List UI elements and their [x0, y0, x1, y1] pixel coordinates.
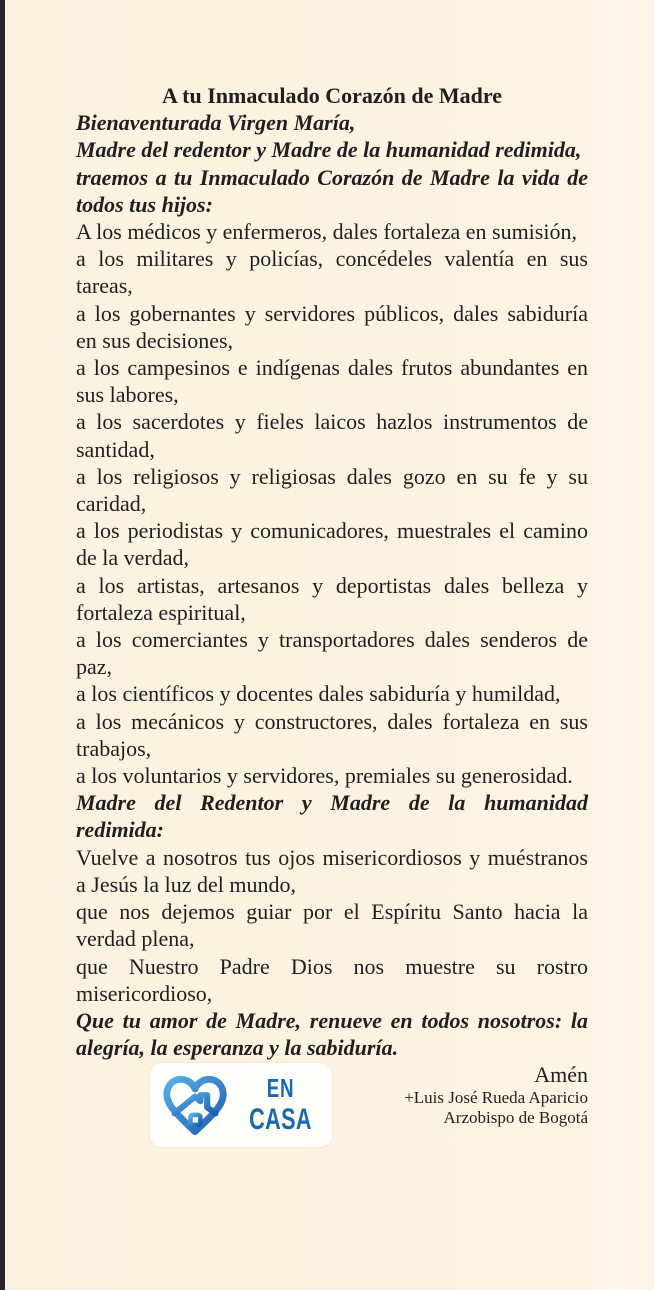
- en-casa-wordmark: [250, 1075, 313, 1135]
- signature-block: [404, 1061, 588, 1128]
- prayer-paragraph: Vuelve a nosotros tus ojos misericordiosos y muéstranos a Jesús la luz del mundo,: [76, 844, 588, 897]
- prayer-paragraph: a los gobernantes y servidores públicos, dales sabiduría en sus decisiones,: [76, 300, 588, 353]
- en-casa-logo: [150, 1063, 332, 1147]
- logo-text-casa: CASA: [249, 1103, 313, 1137]
- prayer-text: [76, 109, 588, 1061]
- prayer-paragraph: Bienaventurada Virgen María,: [76, 110, 356, 136]
- prayer-paragraph: a los científicos y docentes dales sabiduría y humildad,: [76, 681, 561, 707]
- prayer-paragraph: Madre del redentor y Madre de la humanidad redimida,: [76, 137, 582, 163]
- signature-role: Arzobispo de Bogotá: [443, 1108, 588, 1128]
- page-left-edge: [0, 0, 5, 1290]
- prayer-paragraph: que Nuestro Padre Dios nos muestre su rostro misericordioso,: [76, 953, 588, 1006]
- prayer-paragraph: a los religiosos y religiosas dales gozo en su fe y su caridad,: [76, 463, 588, 517]
- document-footer: [76, 1061, 588, 1147]
- heart-house-icon: [157, 1067, 233, 1143]
- prayer-paragraph: a los comerciantes y transportadores dales senderos de paz,: [76, 627, 588, 680]
- signature-name: +Luis José Rueda Aparicio: [404, 1088, 588, 1108]
- prayer-paragraph: A los médicos y enfermeros, dales fortaleza en sumisión,: [76, 219, 577, 245]
- prayer-paragraph: traemos a tu Inmaculado Corazón de Madre la vida de todos tus hijos:: [76, 164, 588, 217]
- prayer-paragraph: a los campesinos e indígenas dales frutos abundantes en sus labores,: [76, 355, 588, 408]
- amen-text: Amén: [534, 1062, 588, 1088]
- prayer-paragraph: que nos dejemos guiar por el Espíritu Santo hacia la verdad plena,: [76, 899, 588, 952]
- prayer-paragraph: Que tu amor de Madre, renueve en todos nosotros: la alegría, la esperanza y la sabiduría.: [76, 1007, 588, 1061]
- prayer-paragraph: a los sacerdotes y fieles laicos hazlos instrumentos de santidad,: [76, 409, 588, 462]
- prayer-paragraph: a los periodistas y comunicadores, muestrales el camino de la verdad,: [76, 518, 588, 571]
- page-title: A tu Inmaculado Corazón de Madre: [162, 83, 502, 108]
- prayer-paragraph: Madre del Redentor y Madre de la humanidad redimida:: [76, 790, 588, 843]
- logo-text-en: EN: [267, 1073, 295, 1104]
- prayer-paragraph: a los mecánicos y constructores, dales fortaleza en sus trabajos,: [76, 708, 588, 761]
- prayer-paragraph: a los artistas, artesanos y deportistas dales belleza y fortaleza espiritual,: [76, 572, 588, 625]
- prayer-paragraph: a los voluntarios y servidores, premiales su generosidad.: [76, 763, 573, 789]
- prayer-document: [76, 82, 588, 1147]
- prayer-paragraph: a los militares y policías, concédeles valentía en sus tareas,: [76, 246, 588, 299]
